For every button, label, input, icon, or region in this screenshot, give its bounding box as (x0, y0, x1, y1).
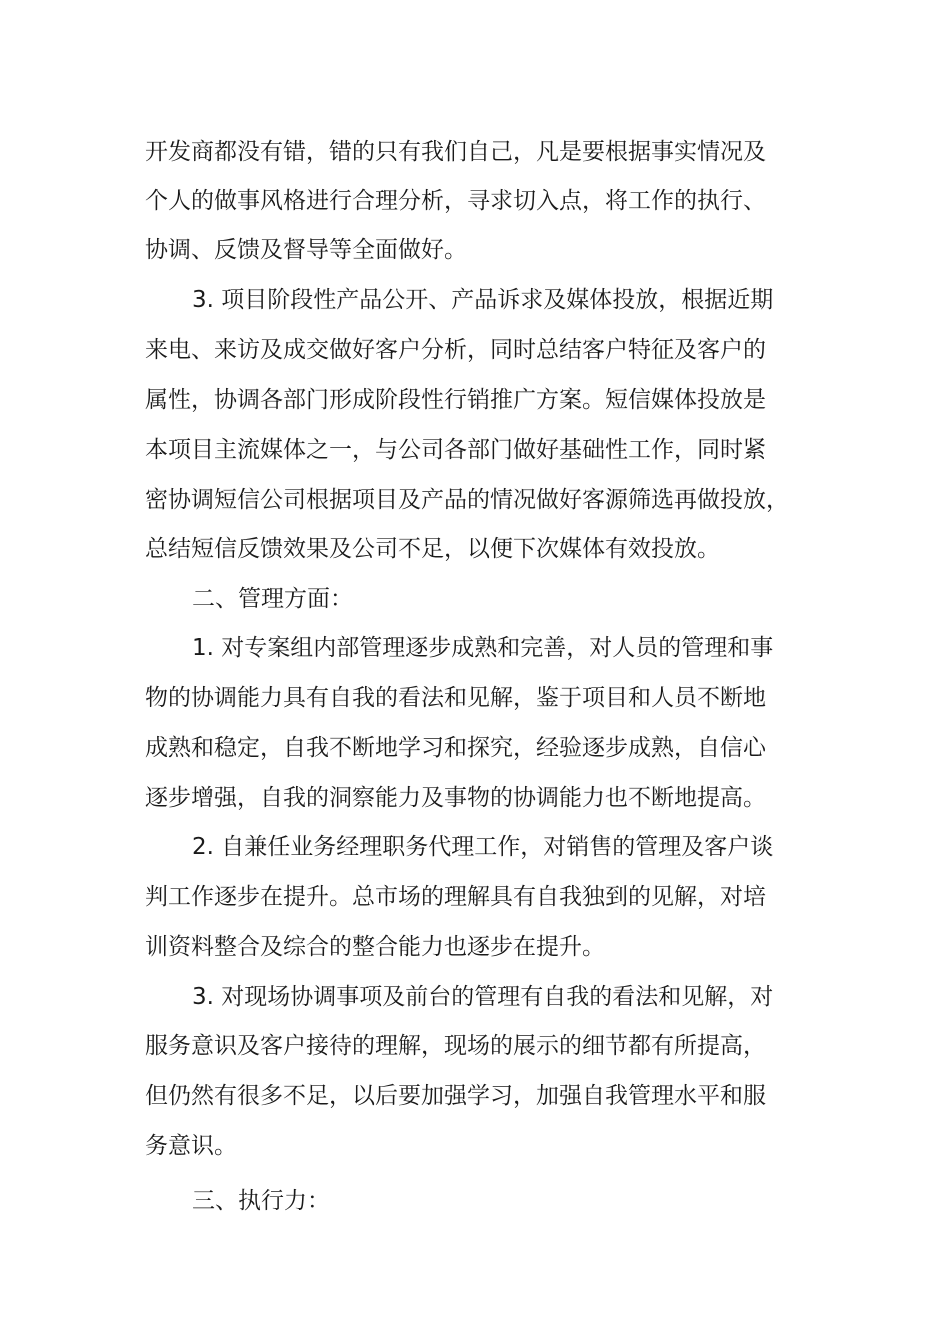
text-line: 属性，协调各部门形成阶段性行销推广方案。短信媒体投放是 (145, 387, 766, 413)
text-line: 服务意识及客户接待的理解，现场的展示的细节都有所提高， (145, 1033, 766, 1059)
text-line: 判工作逐步在提升。总市场的理解具有自我独到的见解，对培 (145, 884, 766, 910)
text-line: 但仍然有很多不足，以后要加强学习，加强自我管理水平和服 (145, 1083, 766, 1109)
text-line: 本项目主流媒体之一，与公司各部门做好基础性工作，同时紧 (145, 437, 766, 463)
text-line: 个人的做事风格进行合理分析，寻求切入点，将工作的执行、 (145, 188, 766, 214)
section-heading: 三、执行力： (192, 1188, 330, 1214)
text-line: 训资料整合及综合的整合能力也逐步在提升。 (145, 934, 605, 960)
section-heading: 二、管理方面： (192, 586, 353, 612)
text-line: 总结短信反馈效果及公司不足，以便下次媒体有效投放。 (145, 536, 720, 562)
text-line: 成熟和稳定，自我不断地学习和探究，经验逐步成熟，自信心 (145, 735, 766, 761)
text-line: 密协调短信公司根据项目及产品的情况做好客源筛选再做投放， (145, 487, 789, 513)
text-line: 开发商都没有错，错的只有我们自己，凡是要根据事实情况及 (145, 139, 766, 165)
text-line: 来电、来访及成交做好客户分析，同时总结客户特征及客户的 (145, 337, 766, 363)
text-line: 务意识。 (145, 1133, 237, 1159)
text-line: 物的协调能力具有自我的看法和见解，鉴于项目和人员不断地 (145, 685, 766, 711)
text-line: 协调、反馈及督导等全面做好。 (145, 237, 467, 263)
text-line: 逐步增强，自我的洞察能力及事物的协调能力也不断地提高。 (145, 785, 766, 811)
text-line: 3. 项目阶段性产品公开、产品诉求及媒体投放，根据近期 (192, 287, 774, 313)
text-line: 1. 对专案组内部管理逐步成熟和完善，对人员的管理和事 (192, 635, 774, 661)
text-line: 2. 自兼任业务经理职务代理工作，对销售的管理及客户谈 (192, 834, 774, 860)
text-line: 3. 对现场协调事项及前台的管理有自我的看法和见解，对 (192, 984, 774, 1010)
